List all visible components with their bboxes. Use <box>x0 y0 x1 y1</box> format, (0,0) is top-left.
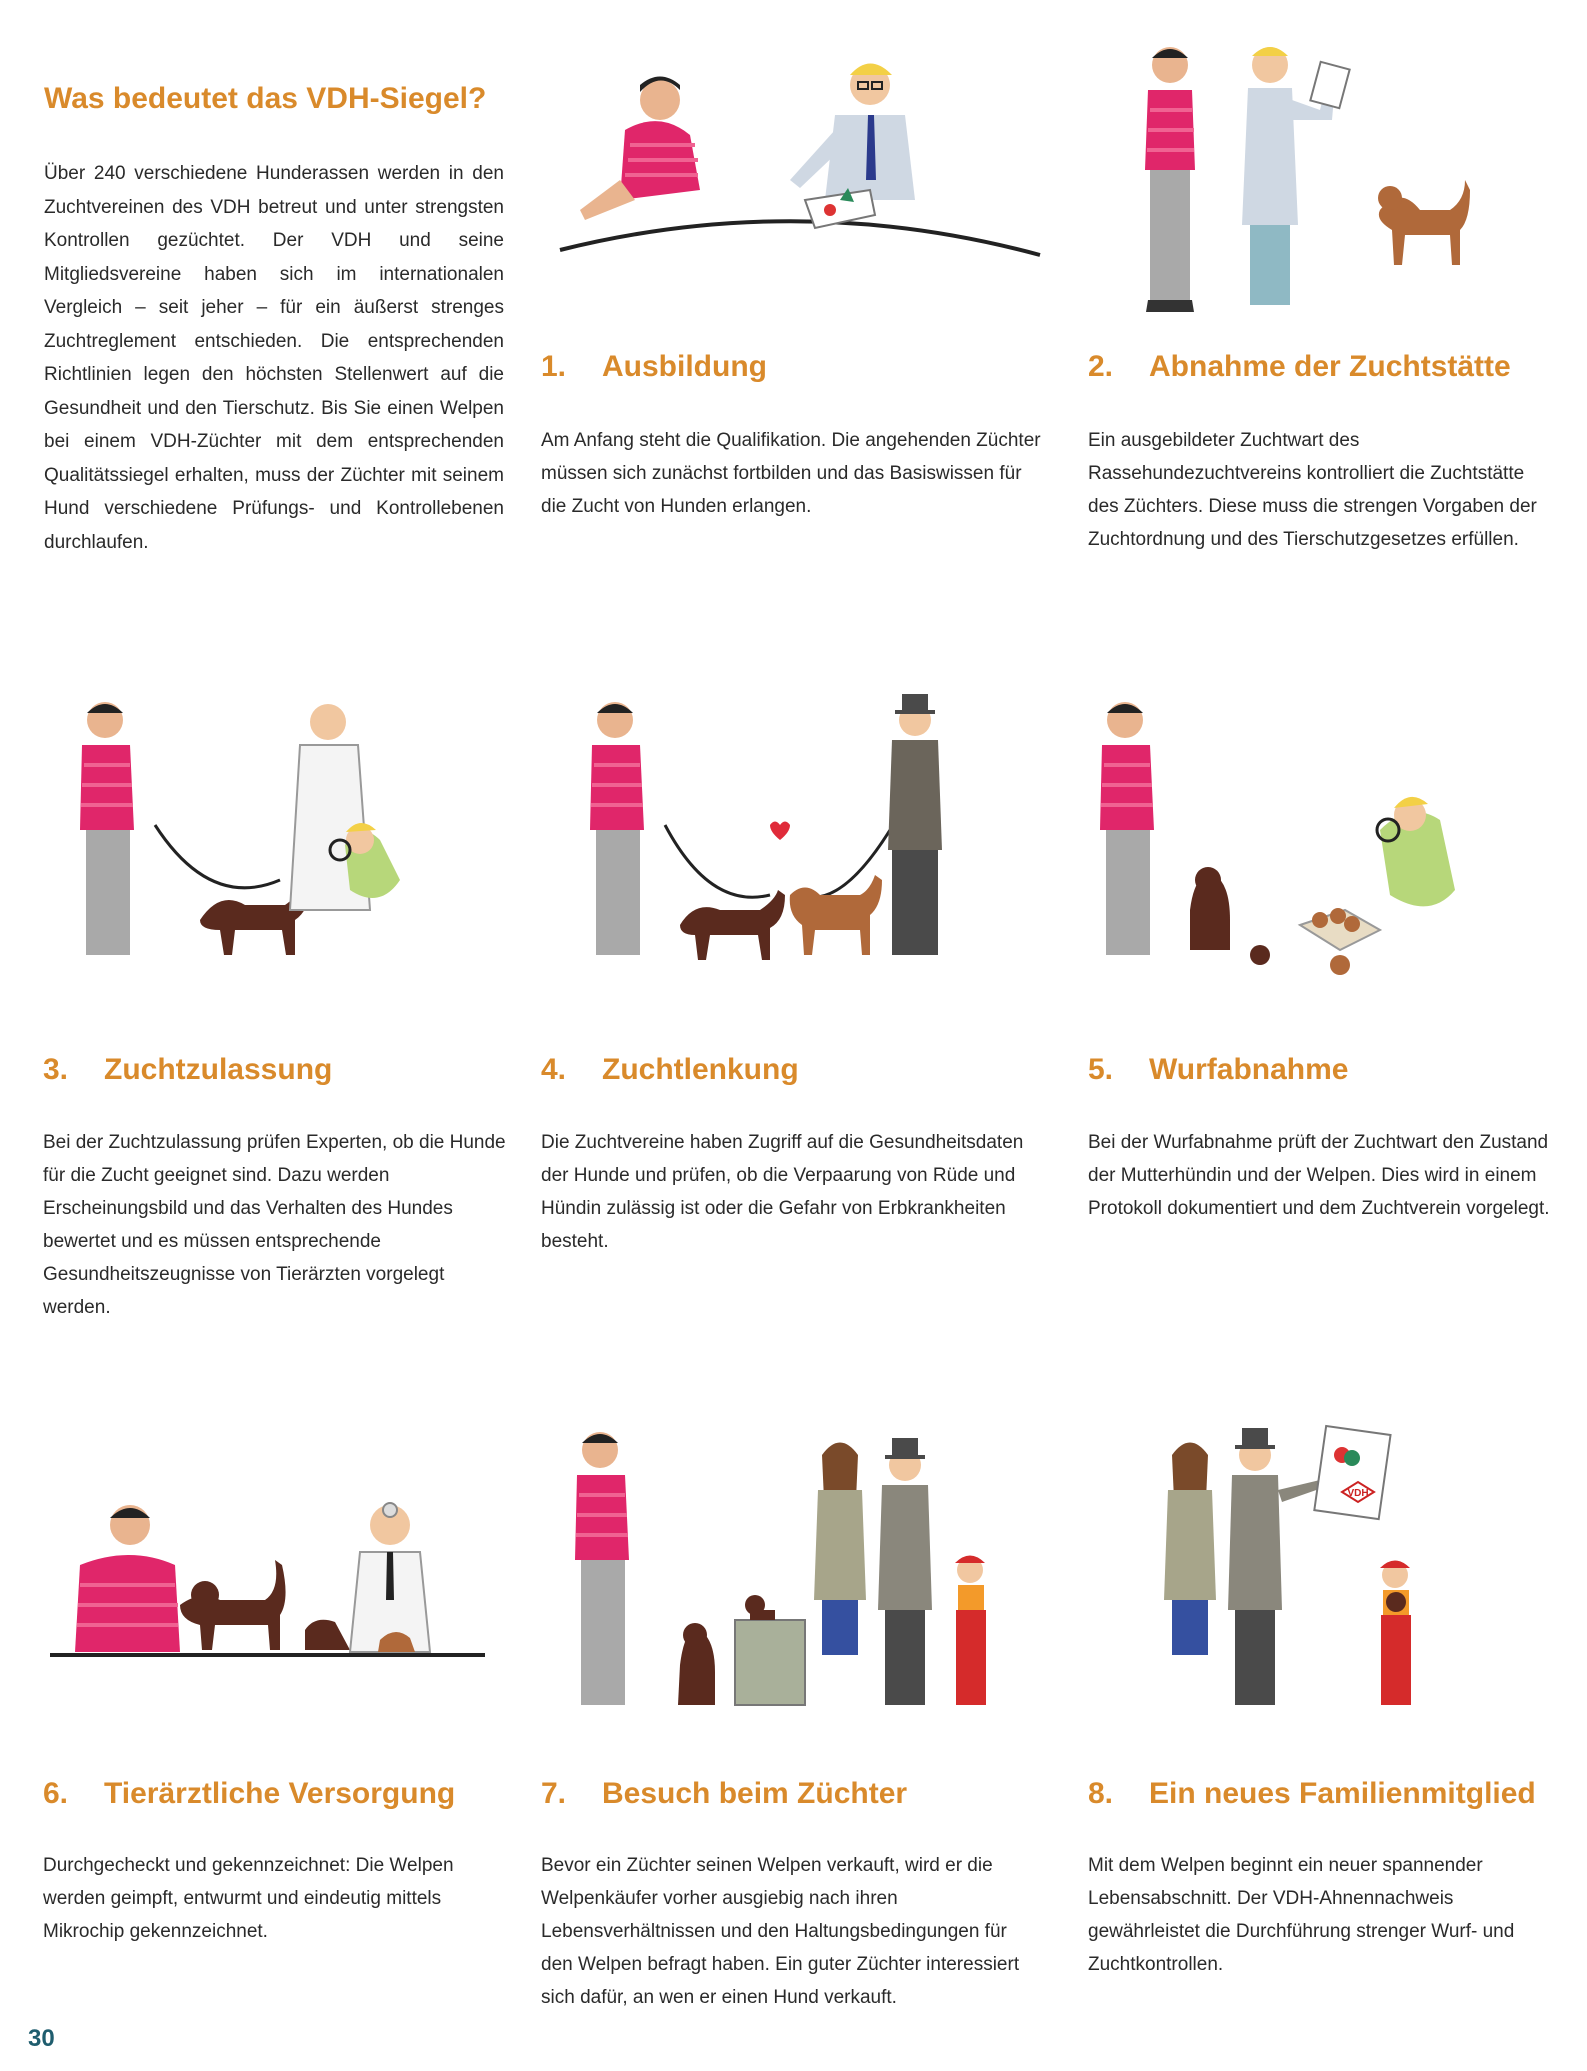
step-5-number: 5. <box>1088 1053 1114 1086</box>
illustration-wurfabnahme <box>1080 680 1540 990</box>
step-5-text: Bei der Wurfabnahme prüft der Zuchtwart den Zustand der Mutterhündin und der Welpen. Dies wird in einem Protokoll dokumentiert und dem Zuchtverein vorgelegt. <box>1088 1132 1550 1219</box>
step-8-text: Mit dem Welpen beginnt ein neuer spannender Lebensabschnitt. Der VDH-Ahnennachweis gewährleistet die Durchführung strenger Wurf- und Zuchtkontrollen. <box>1088 1855 1515 1975</box>
step-4-number: 4. <box>541 1053 567 1086</box>
step-3-text: Bei der Zuchtzulassung prüfen Experten, ob die Hunde für die Zucht geeignet sind. Dazu werden Erscheinungsbild und das Verhalten des Hundes bewertet und es müssen entsprechende Gesundheitszeugnisse von Tierärzten vorgelegt werden. <box>43 1132 506 1318</box>
step-1-number: 1. <box>541 350 567 383</box>
illustration-ausbildung <box>540 40 1060 270</box>
illustration-besuch-beim-zuechter <box>550 1410 1020 1730</box>
illustration-zuchtzulassung <box>60 680 480 990</box>
vdh-seal-text: VDH <box>1347 1488 1369 1499</box>
step-6-title: Tierärztliche Versorgung <box>104 1777 456 1810</box>
step-6-number: 6. <box>43 1777 69 1810</box>
step-7-number: 7. <box>541 1777 567 1810</box>
step-3-title: Zuchtzulassung <box>104 1053 333 1086</box>
illustration-abnahme <box>1120 20 1520 330</box>
step-3-heading <box>43 1053 332 1087</box>
step-1-text: Am Anfang steht die Qualifikation. Die angehenden Züchter müssen sich zunächst fortbilden und das Basiswissen für die Zucht von Hunden erlangen. <box>541 430 1041 517</box>
illustration-neues-familienmitglied <box>1150 1410 1480 1720</box>
step-8-title: Ein neues Familienmitglied <box>1149 1777 1536 1810</box>
step-5-title: Wurfabnahme <box>1149 1053 1349 1086</box>
step-1-heading <box>541 350 767 384</box>
page-number: 30 <box>28 2025 55 2052</box>
step-4-heading <box>541 1053 799 1087</box>
step-8-heading <box>1088 1777 1536 1811</box>
step-2-heading <box>1088 350 1511 384</box>
step-3-number: 3. <box>43 1053 69 1086</box>
step-6-text: Durchgecheckt und gekennzeichnet: Die Welpen werden geimpft, entwurmt und eindeutig mittels Mikrochip gekennzeichnet. <box>43 1855 454 1942</box>
step-4-title: Zuchtlenkung <box>602 1053 799 1086</box>
step-7-text: Bevor ein Züchter seinen Welpen verkauft, wird er die Welpenkäufer vorher ausgiebig nach ihren Lebensverhältnissen und den Haltungsbedingungen für den Welpen befragt haben. Ein guter Züchter interessiert sich dafür, an wen er einen Hund verkauft. <box>541 1855 1020 2008</box>
step-1-title: Ausbildung <box>602 350 767 383</box>
step-5-heading <box>1088 1053 1348 1087</box>
step-2-text: Ein ausgebildeter Zuchtwart des Rassehundezuchtvereins kontrolliert die Zuchtstätte des Züchters. Diese muss die strengen Vorgaben der Zuchtordnung und des Tierschutzgesetzes erfüllen. <box>1088 430 1537 550</box>
step-6-heading <box>43 1777 455 1811</box>
step-8-number: 8. <box>1088 1777 1114 1810</box>
illustration-tieraerztliche-versorgung <box>50 1490 490 1680</box>
step-2-title: Abnahme der Zuchtstätte <box>1149 350 1511 383</box>
step-2-number: 2. <box>1088 350 1114 383</box>
illustration-zuchtlenkung <box>570 680 990 990</box>
step-4-text: Die Zuchtvereine haben Zugriff auf die Gesundheitsdaten der Hunde und prüfen, ob die Verpaarung von Rüde und Hündin zulässig ist oder die Gefahr von Erbkrankheiten besteht. <box>541 1132 1024 1252</box>
step-7-heading <box>541 1777 907 1811</box>
intro-title: Was bedeutet das VDH-Siegel? <box>44 82 487 115</box>
intro-text: Über 240 verschiedene Hunderassen werden in den Zuchtvereinen des VDH betreut und unter strengsten Kontrollen gezüchtet. Der VDH und seine Mitgliedsvereine haben sich im internationalen Vergleich – seit jeher – für ein äußerst strenges Zuchtreglement entschieden. Die entsprechenden Richtlinien legen den höchsten Stellenwert auf die Gesundheit und den Tierschutz. Bis Sie einen Welpen bei einem VDH-Züchter mit dem entsprechenden Qualitätssiegel erhalten, muss der Züchter mit seinem Hund verschiedene Prüfungs- und Kontrollebenen durchlaufen. <box>44 163 504 553</box>
step-7-title: Besuch beim Züchter <box>602 1777 908 1810</box>
